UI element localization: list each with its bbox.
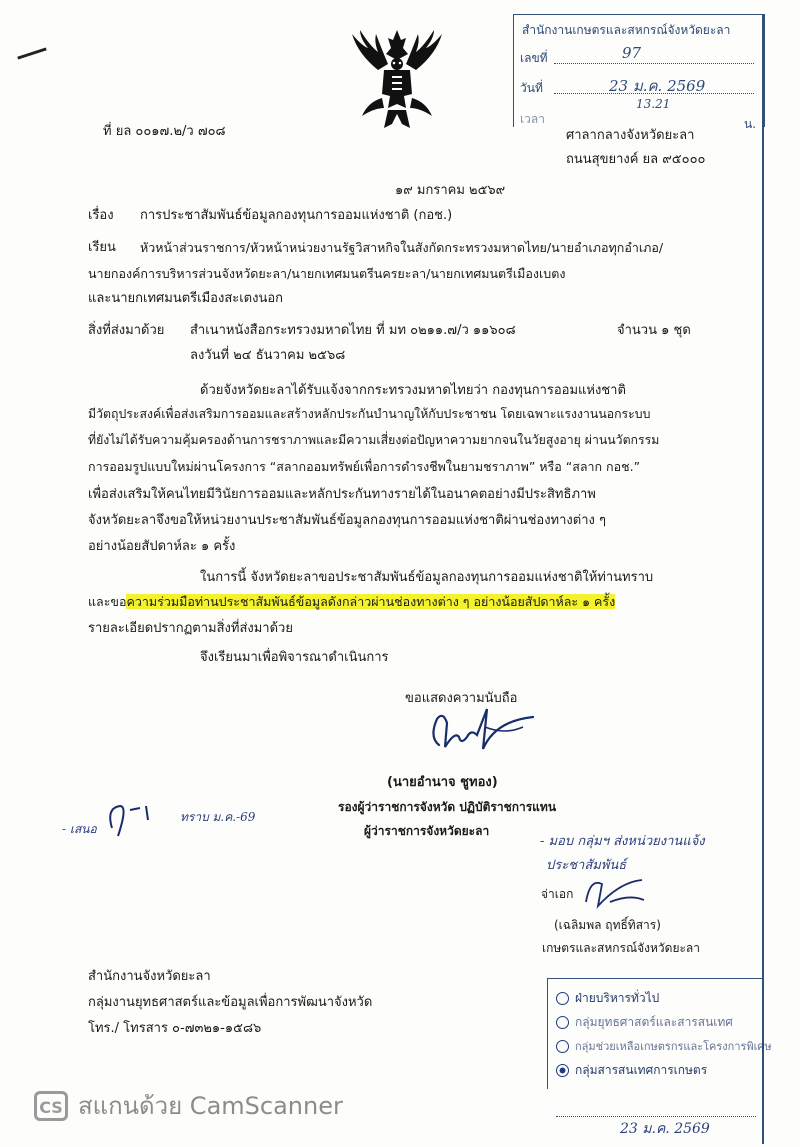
para1-line-1: ด้วยจังหวัดยะลาได้รับแจ้งจากกระทรวงมหาดไทยว่า กองทุนการออมแห่งชาติ bbox=[200, 383, 626, 398]
enclosure-count: จำนวน ๑ ชุด bbox=[617, 323, 691, 338]
routing-item: ฝ่ายบริหารทั่วไป bbox=[556, 989, 659, 1008]
stamp-time-unit: น. bbox=[744, 117, 757, 131]
para1-line-7: อย่างน้อยสัปดาห์ละ ๑ ครั้ง bbox=[88, 539, 236, 554]
checkbox-icon bbox=[556, 1040, 569, 1053]
highlighted-request: ความร่วมมือท่านประชาสัมพันธ์ข้อมูลดังกล่าวผ่านช่องทางต่าง ๆ อย่างน้อยสัปดาห์ละ ๑ ครั้ง bbox=[126, 594, 616, 609]
routing-date: 23 ม.ค. 2569 bbox=[620, 1121, 710, 1137]
stamp-time-label: เวลา bbox=[520, 112, 545, 126]
signer-name: (นายอำนาจ ชูทอง) bbox=[387, 775, 498, 790]
subject: การประชาสัมพันธ์ข้อมูลกองทุนการออมแห่งชาติ (กอช.) bbox=[140, 208, 453, 223]
stamp-date-value: 23 ม.ค. 2569 bbox=[609, 77, 706, 95]
para2-line-2 bbox=[88, 592, 615, 612]
para1-line-5: เพื่อส่งเสริมให้คนไทยมีวินัยการออมและหลักประกันทางรายได้ในอนาคตอย่างมีประสิทธิภาพ bbox=[88, 487, 596, 502]
para1-line-6: จังหวัดยะลาจึงขอให้หน่วยงานประชาสัมพันธ์ข้อมูลกองทุนการออมแห่งชาติผ่านช่องทางต่าง ๆ bbox=[88, 513, 606, 528]
checkbox-checked-icon bbox=[556, 1064, 569, 1077]
signature-icon bbox=[425, 697, 535, 757]
to-line-3: และนายกเทศมนตรีเมืองสะเตงนอก bbox=[88, 291, 284, 306]
to-line-1: หัวหน้าส่วนราชการ/หัวหน้าหน่วยงานรัฐวิสาหกิจในสังกัดกระทรวงมหาดไทย/นายอำเภอทุกอำเภอ/ bbox=[140, 240, 664, 255]
para1-line-2: มีวัตถุประสงค์เพื่อส่งเสริมการออมและสร้างหลักประกันบำนาญให้กับประชาชน โดยเฉพาะแรงงานนอกระบบ bbox=[88, 407, 651, 421]
stamp-office: สำนักงานเกษตรและสหกรณ์จังหวัดยะลา bbox=[522, 23, 731, 37]
margin-mark bbox=[17, 47, 46, 59]
office-address-line-2: ถนนสุขยางค์ ยล ๙๕๐๐๐ bbox=[566, 152, 706, 167]
signer-position-1: รองผู้ว่าราชการจังหวัด ปฏิบัติราชการแทน bbox=[338, 800, 557, 814]
closing: ขอแสดงความนับถือ bbox=[405, 691, 518, 706]
stamp-time-value: 13.21 bbox=[636, 97, 671, 111]
para2-line-1: ในการนี้ จังหวัดยะลาขอประชาสัมพันธ์ข้อมูลกองทุนการออมแห่งชาติให้ท่านทราบ bbox=[200, 570, 654, 585]
footer-office-line-2: กลุ่มงานยุทธศาสตร์และข้อมูลเพื่อการพัฒนาจังหวัด bbox=[88, 995, 373, 1010]
stamp-date-label: วันที่ bbox=[520, 81, 543, 95]
enclosure: สำเนาหนังสือกระทรวงมหาดไทย ที่ มท ๐๒๑๑.๗/ว ๑๑๖๐๘ bbox=[190, 323, 516, 338]
camscanner-watermark bbox=[34, 1086, 343, 1125]
left-initial-icon bbox=[104, 798, 164, 844]
letter-date: ๑๙ มกราคม ๒๕๖๙ bbox=[395, 183, 506, 198]
watermark-text: สแกนด้วย CamScanner bbox=[78, 1092, 343, 1120]
office-address-line-1: ศาลากลางจังหวัดยะลา bbox=[566, 128, 695, 143]
acknowledger-signature-icon bbox=[580, 872, 650, 912]
signer-position-2: ผู้ว่าราชการจังหวัดยะลา bbox=[364, 824, 490, 838]
para1-line-4: การออมรูปแบบใหม่ผ่านโครงการ “สลากออมทรัพย์เพื่อการดำรงชีพในยามชราภาพ” หรือ “สลาก กอช.” bbox=[88, 459, 641, 474]
routing-item: กลุ่มช่วยเหลือเกษตรกรและโครงการพิเศษ bbox=[556, 1037, 772, 1055]
reference-number: ที่ ยล ๐๐๑๗.๒/ว ๗๐๘ bbox=[103, 124, 226, 139]
routing-item: กลุ่มสารสนเทศการเกษตร bbox=[556, 1061, 707, 1080]
to-line-2: นายกองค์การบริหารส่วนจังหวัดยะลา/นายกเทศมนตรีนครยะลา/นายกเทศมนตรีเมืองเบตง bbox=[88, 266, 566, 281]
receipt-stamp bbox=[513, 14, 765, 131]
checkbox-icon bbox=[556, 1016, 569, 1029]
para1-line-3: ที่ยังไม่ได้รับความคุ้มครองด้านการชราภาพและมีความเสี่ยงต่อปัญหาความยากจนในวัยสูงอายุ ผ่านนวัตกรรม bbox=[88, 433, 660, 447]
handwritten-right-1: - มอบ กลุ่มฯ ส่งหน่วยงานแจ้ง bbox=[540, 834, 705, 849]
stamp-side-line bbox=[762, 14, 764, 1144]
subject-label: เรื่อง bbox=[88, 208, 114, 223]
garuda-emblem-icon bbox=[348, 24, 446, 130]
handwritten-left-note: ทราบ ม.ค.-69 bbox=[180, 810, 256, 824]
routing-stamp bbox=[547, 978, 772, 1089]
checkbox-icon bbox=[556, 992, 569, 1005]
camscanner-logo-icon: CS bbox=[34, 1091, 68, 1121]
para2-line-2-pre: และขอ bbox=[88, 594, 127, 609]
footer-office-line-1: สำนักงานจังหวัดยะลา bbox=[88, 969, 211, 984]
acknowledger-name: (เฉลิมพล ฤทธิ์ทิสาร) bbox=[554, 918, 661, 932]
routing-item: กลุ่มยุทธศาสตร์และสารสนเทศ bbox=[556, 1013, 733, 1032]
acknowledger-position: เกษตรและสหกรณ์จังหวัดยะลา bbox=[542, 941, 701, 955]
handwritten-left: - เสนอ bbox=[62, 822, 97, 836]
stamp-number-value: 97 bbox=[622, 44, 642, 62]
footer-office-line-3: โทร./ โทรสาร ๐-๗๓๒๑-๑๕๘๖ bbox=[88, 1021, 262, 1036]
enclosure-label: สิ่งที่ส่งมาด้วย bbox=[88, 323, 165, 338]
para2-line-3: รายละเอียดปรากฏตามสิ่งที่ส่งมาด้วย bbox=[88, 621, 293, 636]
handwritten-right-2: ประชาสัมพันธ์ bbox=[546, 858, 627, 873]
enclosure-date: ลงวันที่ ๒๔ ธันวาคม ๒๕๖๘ bbox=[190, 348, 346, 363]
stamp-number-label: เลขที่ bbox=[520, 51, 548, 65]
to-label: เรียน bbox=[88, 240, 116, 255]
closing-request: จึงเรียนมาเพื่อพิจารณาดำเนินการ bbox=[200, 650, 389, 665]
acknowledger-label: จ่าเอก bbox=[541, 887, 574, 901]
